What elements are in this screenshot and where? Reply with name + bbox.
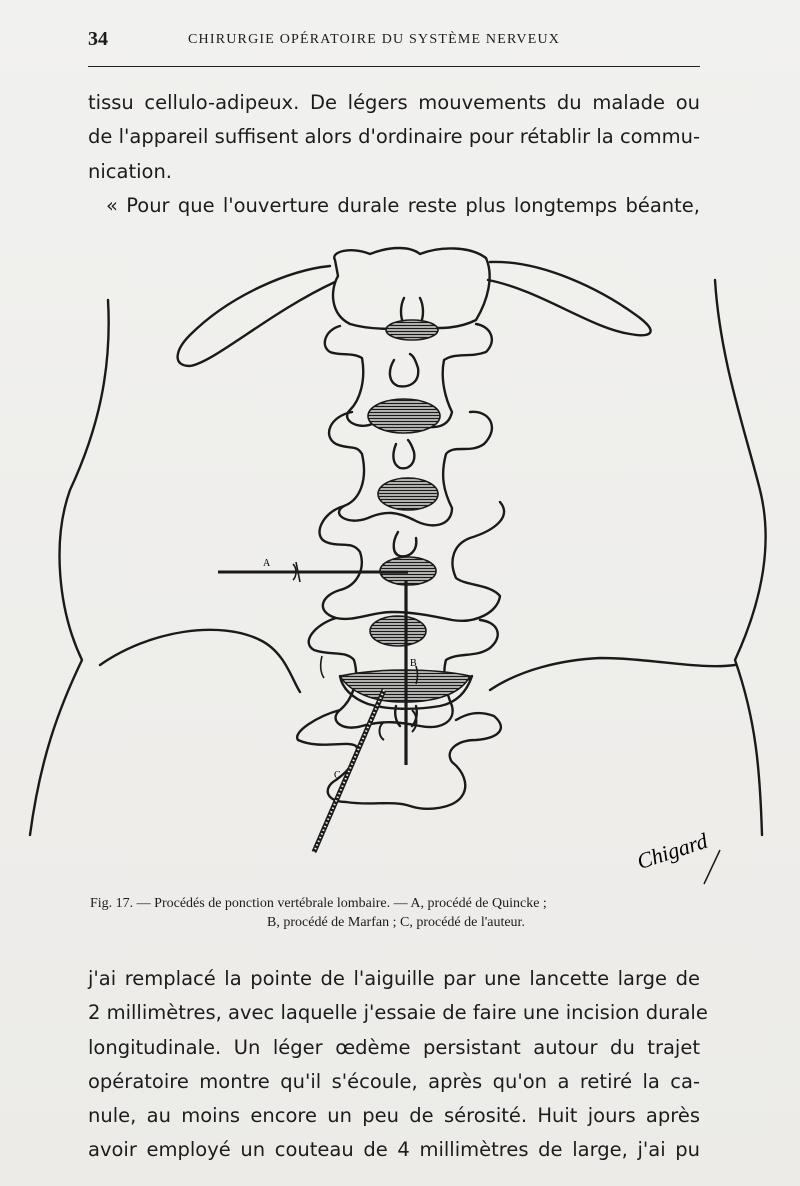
page-header bbox=[88, 28, 700, 54]
running-title: CHIRURGIE OPÉRATOIRE DU SYSTÈME NERVEUX bbox=[188, 32, 561, 47]
text-line: tissu cellulo-adipeux. De légers mouvements du malade ou bbox=[88, 91, 700, 114]
iliac-curl-left bbox=[321, 656, 324, 678]
disc-1 bbox=[386, 320, 438, 340]
signature-flourish bbox=[704, 850, 720, 884]
caption-line-1: Fig. 17. — Procédés de ponction vertébrale lombaire. — A, procédé de Quincke ; bbox=[90, 896, 547, 911]
disc-5 bbox=[370, 616, 426, 646]
text-line: nication. bbox=[88, 159, 172, 183]
body-outline-right bbox=[715, 280, 766, 835]
disc-3 bbox=[378, 478, 438, 510]
label-c: C bbox=[334, 770, 341, 781]
rib-left bbox=[178, 266, 335, 366]
caption-line-2: B, procédé de Marfan ; C, procédé de l'auteur. bbox=[267, 915, 525, 930]
page-number: 34 bbox=[88, 28, 108, 50]
spinous-process-4 bbox=[394, 532, 417, 556]
text-line: 2 millimètres, avec laquelle j'essaie de faire une incision durale bbox=[88, 1001, 708, 1025]
text-line: nule, au moins encore un peu de sérosité. Huit jours après bbox=[88, 1104, 700, 1128]
text-line: « Pour que l'ouverture durale reste plus longtemps béante, bbox=[106, 193, 700, 217]
header-rule bbox=[88, 66, 700, 67]
text-line: de l'appareil suffisent alors d'ordinaire pour rétablir la commu- bbox=[88, 125, 700, 149]
label-a: A bbox=[263, 558, 271, 569]
text-line: opératoire montre qu'il s'écoule, après qu'on a retiré la ca- bbox=[88, 1069, 700, 1093]
text-line: longitudinale. Un léger œdème persistant autour du trajet bbox=[88, 1035, 700, 1059]
body-outline-left bbox=[30, 300, 109, 835]
paragraph-bottom bbox=[88, 962, 708, 1168]
label-b: B bbox=[410, 658, 417, 669]
needle-c-guard bbox=[380, 722, 385, 740]
paragraph-top bbox=[88, 86, 700, 223]
spinous-process-2 bbox=[390, 354, 418, 386]
rib-right bbox=[488, 262, 651, 335]
artist-signature: Chigard bbox=[633, 827, 711, 875]
spine-illustration bbox=[0, 240, 800, 900]
text-line: avoir employé un couteau de 4 millimètres de large, j'ai pu bbox=[88, 1138, 700, 1162]
disc-2 bbox=[368, 399, 440, 433]
figure-17 bbox=[0, 240, 800, 900]
text-line: j'ai remplacé la pointe de l'aiguille par une lancette large de bbox=[88, 967, 700, 990]
spinous-process-3 bbox=[393, 440, 414, 468]
vertebra-1 bbox=[333, 248, 490, 329]
figure-caption bbox=[90, 894, 702, 932]
